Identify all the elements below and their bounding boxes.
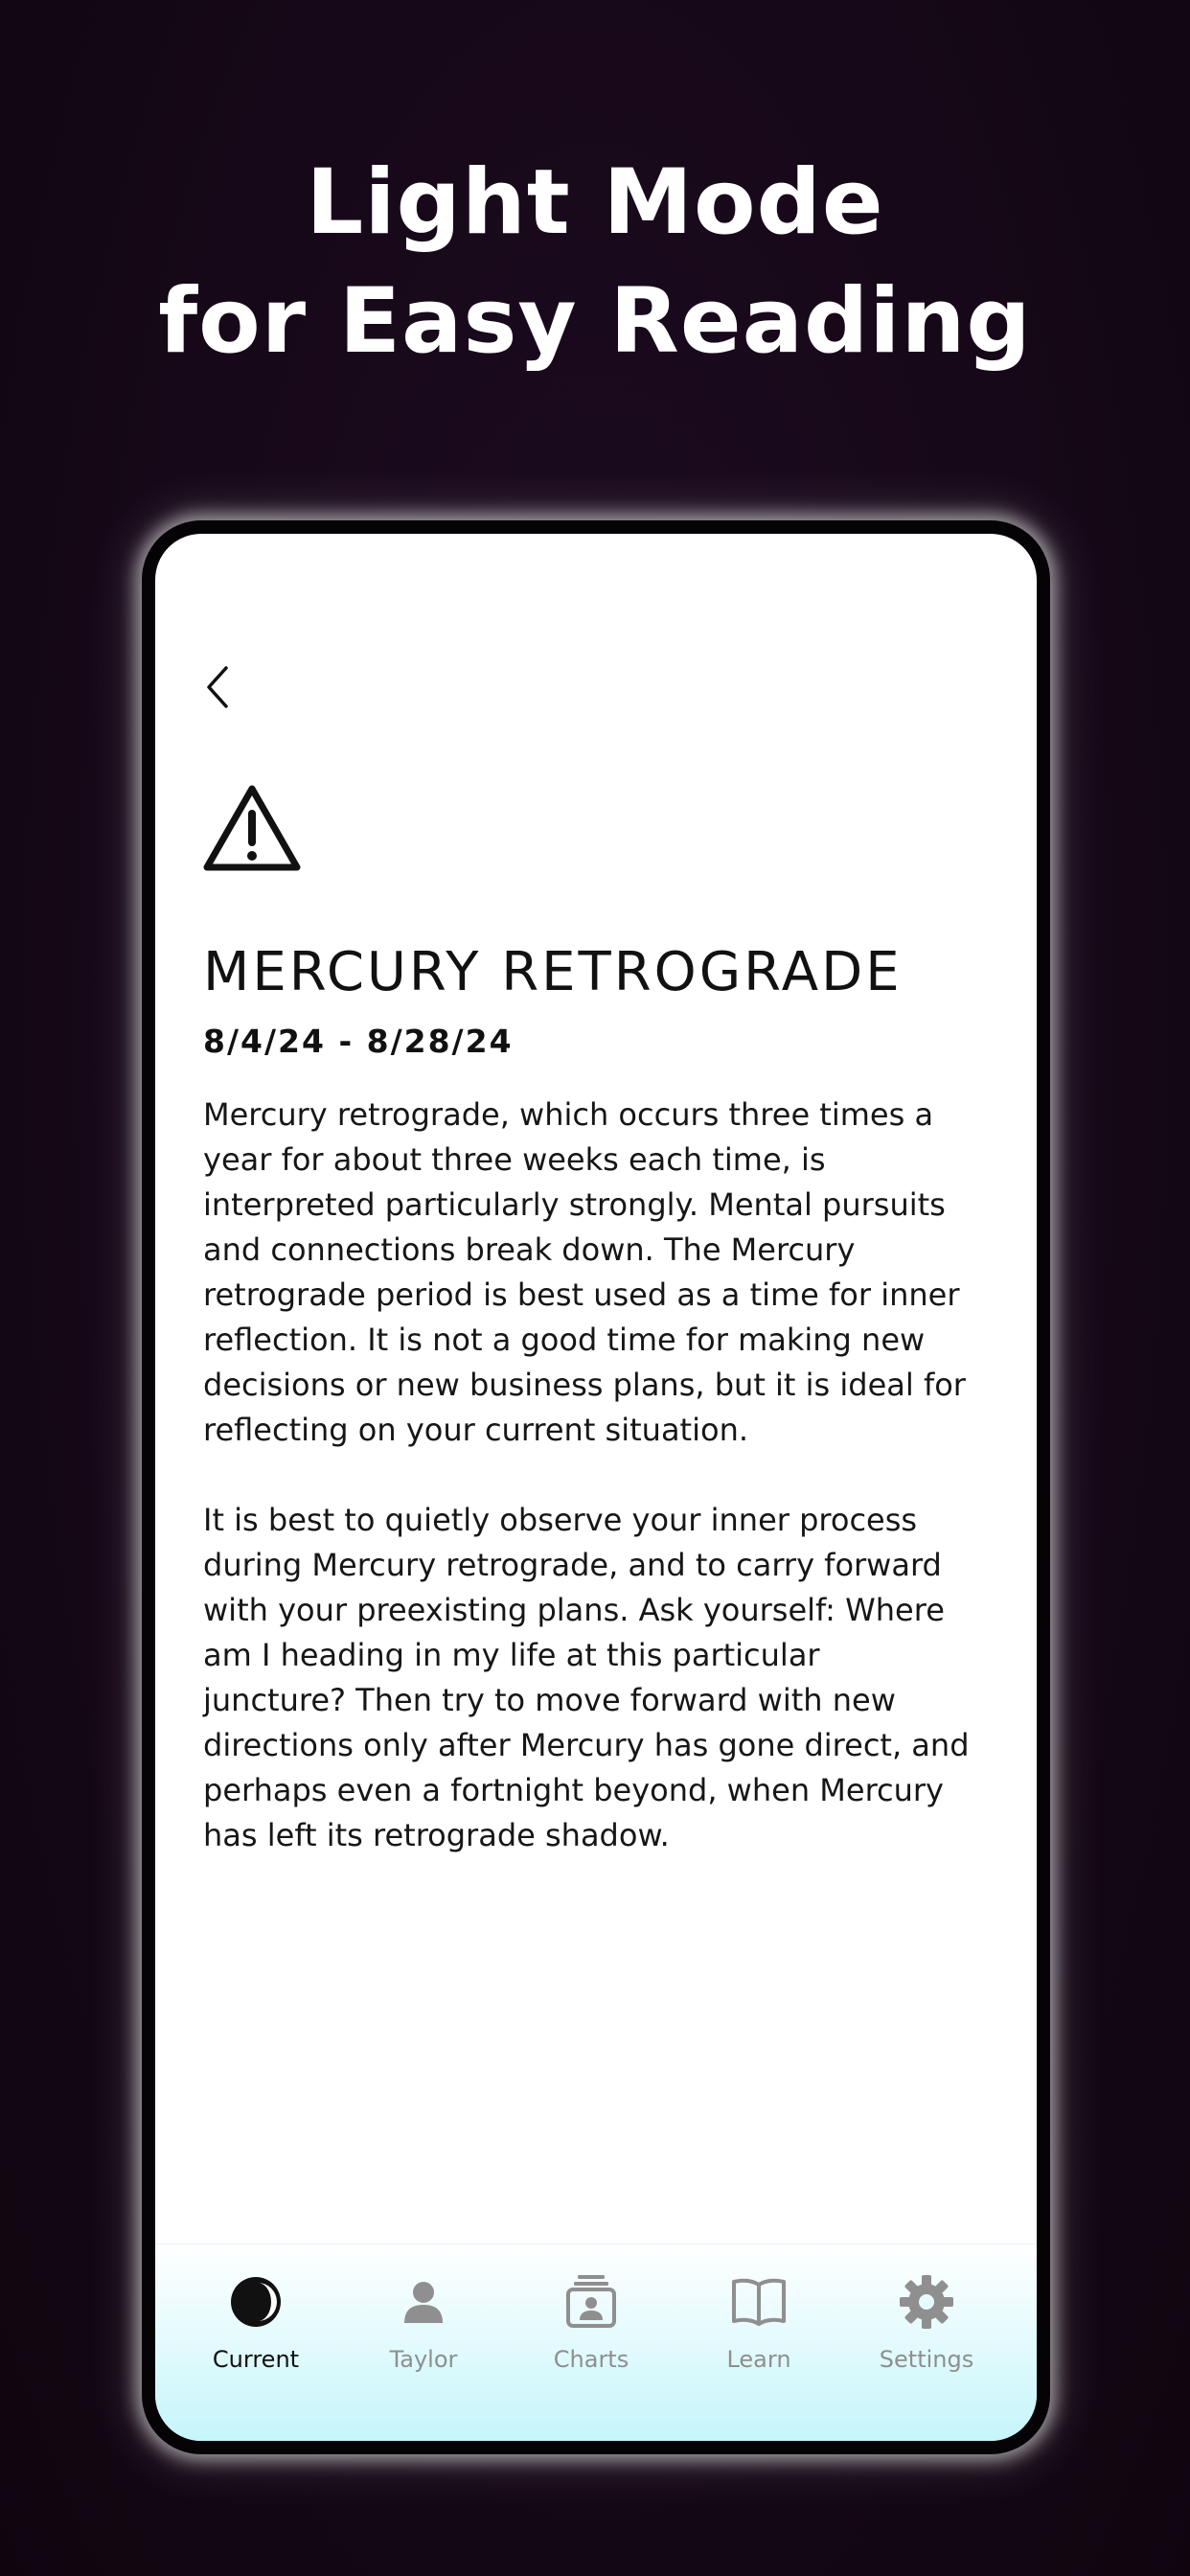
headline-line-1: Light Mode [306,150,884,255]
chevron-left-icon [197,658,240,716]
charts-icon [561,2271,622,2333]
tab-label-learn: Learn [726,2346,791,2373]
back-button[interactable] [197,658,240,716]
page-title: MERCURY RETROGRADE [203,941,903,1003]
tab-learn[interactable] [682,2271,835,2373]
date-range: 8/4/24 - 8/28/24 [203,1023,514,1060]
warning-triangle-icon [201,783,303,875]
book-icon [728,2271,790,2333]
headline-line-2: for Easy Reading [158,269,1032,374]
tab-label-taylor: Taylor [389,2346,458,2373]
bottom-tab-bar [155,2243,1037,2441]
moon-icon [225,2271,286,2333]
tab-label-charts: Charts [553,2346,629,2373]
tab-charts[interactable] [515,2271,668,2373]
description [203,1092,970,1903]
description-paragraph-2: It is best to quietly observe your inner process during Mercury retrograde, and to carry forward with your preexisting plans. Ask yourself: Where am I heading in my life at this particular juncture? Then try to move forward with new directions only after Mercury has gone direct, and perhaps even a fortnight beyond, when Mercury has left its retrograde shadow. [203,1502,970,1853]
person-icon [393,2271,454,2333]
tab-taylor[interactable] [347,2271,500,2373]
gear-icon [896,2271,957,2333]
tab-label-current: Current [212,2346,300,2373]
phone-frame [142,520,1050,2454]
tab-current[interactable] [179,2271,332,2373]
tab-settings[interactable] [850,2271,1003,2373]
description-paragraph-1: Mercury retrograde, which occurs three times a year for about three weeks each time, is interpreted particularly strongly. Mental pursuits and connections break down. The Mercury retrograde period is best used as a time for inner reflection. It is not a good time for making new decisions or new business plans, but it is ideal for reflecting on your current situation. [203,1096,966,1448]
app-screen [155,534,1037,2441]
tab-label-settings: Settings [879,2346,974,2373]
promo-headline [0,144,1190,381]
